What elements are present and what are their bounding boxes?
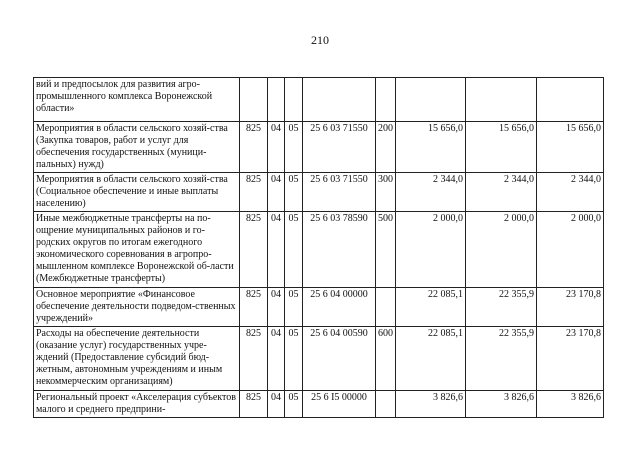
- year3-amount: 23 170,8: [537, 327, 604, 391]
- rz-code: 04: [268, 327, 285, 391]
- table-row: [34, 173, 604, 212]
- year2-amount: 15 656,0: [466, 122, 537, 173]
- year2-amount: 22 355,9: [466, 327, 537, 391]
- csr-code: 25 6 03 71550: [303, 173, 376, 212]
- table-row: [34, 391, 604, 418]
- rz-code: 04: [268, 391, 285, 418]
- vr-code: [376, 78, 396, 122]
- row-name: Основное мероприятие «Финансовое обеспечение деятельности подведом-ственных учреждений»: [34, 288, 240, 327]
- vr-code: [376, 288, 396, 327]
- year2-amount: 2 000,0: [466, 212, 537, 288]
- year2-amount: [466, 78, 537, 122]
- pr-code: [285, 78, 303, 122]
- pr-code: 05: [285, 173, 303, 212]
- page-number: 210: [311, 33, 329, 47]
- rz-code: 04: [268, 288, 285, 327]
- table-row: [34, 78, 604, 122]
- pr-code: 05: [285, 327, 303, 391]
- row-name: вий и предпосылок для развития агро-промышленного комплекса Воронежской области»: [34, 78, 240, 122]
- row-name: Иные межбюджетные трансферты на по-ощрение муниципальных районов и го-родских округов по итогам ежегодного экономического соревнования в агропро-мышленном комплексе Воронежской об-ласти (Межбюджетные трансферты): [34, 212, 240, 288]
- grbs-code: 825: [240, 391, 268, 418]
- rz-code: 04: [268, 122, 285, 173]
- grbs-code: 825: [240, 288, 268, 327]
- row-name: Мероприятия в области сельского хозяй-ства (Социальное обеспечение и иные выплаты населению): [34, 173, 240, 212]
- table-row: [34, 288, 604, 327]
- year3-amount: 15 656,0: [537, 122, 604, 173]
- vr-code: 300: [376, 173, 396, 212]
- vr-code: 200: [376, 122, 396, 173]
- year3-amount: 23 170,8: [537, 288, 604, 327]
- year3-amount: 2 344,0: [537, 173, 604, 212]
- vr-code: 500: [376, 212, 396, 288]
- csr-code: 25 6 03 78590: [303, 212, 376, 288]
- budget-table: [33, 77, 604, 418]
- year3-amount: 3 826,6: [537, 391, 604, 418]
- grbs-code: 825: [240, 173, 268, 212]
- vr-code: [376, 391, 396, 418]
- rz-code: [268, 78, 285, 122]
- csr-code: [303, 78, 376, 122]
- grbs-code: [240, 78, 268, 122]
- table-row: [34, 122, 604, 173]
- rz-code: 04: [268, 173, 285, 212]
- grbs-code: 825: [240, 212, 268, 288]
- year2-amount: 22 355,9: [466, 288, 537, 327]
- csr-code: 25 6 I5 00000: [303, 391, 376, 418]
- pr-code: 05: [285, 391, 303, 418]
- year3-amount: [537, 78, 604, 122]
- year1-amount: 3 826,6: [396, 391, 466, 418]
- year2-amount: 2 344,0: [466, 173, 537, 212]
- year1-amount: [396, 78, 466, 122]
- year1-amount: 22 085,1: [396, 288, 466, 327]
- csr-code: 25 6 03 71550: [303, 122, 376, 173]
- csr-code: 25 6 04 00590: [303, 327, 376, 391]
- row-name: Региональный проект «Акселерация субъектов малого и среднего предприни-: [34, 391, 240, 418]
- grbs-code: 825: [240, 327, 268, 391]
- year1-amount: 2 000,0: [396, 212, 466, 288]
- vr-code: 600: [376, 327, 396, 391]
- table-row: [34, 327, 604, 391]
- pr-code: 05: [285, 122, 303, 173]
- grbs-code: 825: [240, 122, 268, 173]
- table-row: [34, 212, 604, 288]
- year1-amount: 2 344,0: [396, 173, 466, 212]
- row-name: Мероприятия в области сельского хозяй-ства (Закупка товаров, работ и услуг для обеспечения государственных (муници-пальных) нужд): [34, 122, 240, 173]
- year1-amount: 22 085,1: [396, 327, 466, 391]
- pr-code: 05: [285, 212, 303, 288]
- year2-amount: 3 826,6: [466, 391, 537, 418]
- year3-amount: 2 000,0: [537, 212, 604, 288]
- year1-amount: 15 656,0: [396, 122, 466, 173]
- rz-code: 04: [268, 212, 285, 288]
- pr-code: 05: [285, 288, 303, 327]
- row-name: Расходы на обеспечение деятельности (оказание услуг) государственных учре-ждений (Предоставление субсидий бюд-жетным, автономным учреждениям и иным некоммерческим организациям): [34, 327, 240, 391]
- csr-code: 25 6 04 00000: [303, 288, 376, 327]
